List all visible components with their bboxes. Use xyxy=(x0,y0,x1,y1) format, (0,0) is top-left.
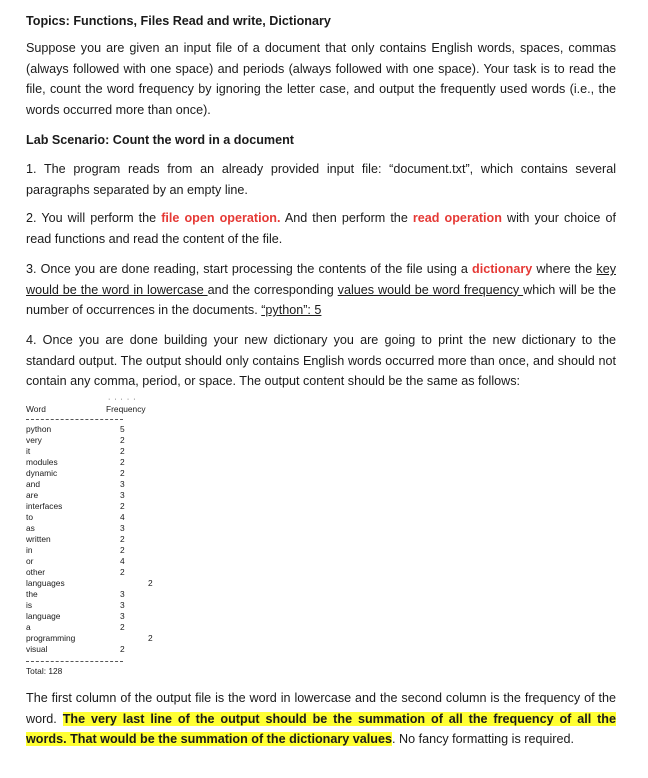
step-3-text-a: 3. Once you are done reading, start processing the contents of the file using a xyxy=(26,262,473,276)
row-word: is xyxy=(26,600,33,610)
row-frequency: 3 xyxy=(120,490,125,500)
row-frequency: 2 xyxy=(120,468,125,478)
row-frequency: 2 xyxy=(120,644,125,654)
table-row xyxy=(26,468,206,479)
row-word: as xyxy=(26,523,35,533)
row-word: interfaces xyxy=(26,501,63,511)
table-row xyxy=(26,600,206,611)
row-word: programming xyxy=(26,633,76,643)
file-open-operation: file open operation. xyxy=(161,211,281,225)
table-row xyxy=(26,633,206,644)
row-word: modules xyxy=(26,457,58,467)
row-frequency: 3 xyxy=(120,589,125,599)
row-word: written xyxy=(26,534,51,544)
table-row xyxy=(26,523,206,534)
step-2-text-c: And then perform the xyxy=(280,211,413,225)
row-word: visual xyxy=(26,644,48,654)
final-text-d: No fancy formatting is required. xyxy=(395,732,574,746)
table-row xyxy=(26,512,206,523)
table-row xyxy=(26,611,206,622)
step-3-text-g: which will be the number of occurrences in the documents. xyxy=(26,282,617,317)
row-frequency-offset: 2 xyxy=(148,578,153,588)
row-frequency: 3 xyxy=(120,600,125,610)
header-dots: · · · · · xyxy=(108,396,137,403)
row-word: python xyxy=(26,424,52,434)
row-word: the xyxy=(26,589,38,599)
row-word: a xyxy=(26,622,31,632)
step-3-text-e: and the corresponding xyxy=(207,282,338,297)
output-table xyxy=(26,398,206,680)
table-row xyxy=(26,424,206,435)
table-row xyxy=(26,457,206,468)
row-frequency: 2 xyxy=(120,457,125,467)
row-frequency-offset: 2 xyxy=(148,633,153,643)
header-frequency: Frequency xyxy=(106,404,146,414)
step-2-paragraph xyxy=(26,208,616,249)
final-paragraph xyxy=(26,688,616,750)
row-word: are xyxy=(26,490,39,500)
step-1-paragraph: 1. The program reads from an already provided input file: “document.txt”, which contains several paragraphs separated by an empty line. xyxy=(26,162,616,197)
bottom-divider xyxy=(26,661,123,662)
step-2-text-e: with your choice of read functions and read the content of the file. xyxy=(26,211,616,246)
python-example: “python”: 5 xyxy=(261,303,322,317)
row-frequency: 2 xyxy=(120,435,125,445)
intro-paragraph: Suppose you are given an input file of a document that only contains English words, spaces, commas (always followed with one space) and periods (always followed with one space). Your task is to read the file, count the word frequency by ignoring the letter case, and output the frequently used words (i.e., the words occurred more than once). xyxy=(26,41,616,117)
row-word: to xyxy=(26,512,33,522)
row-word: it xyxy=(26,446,31,456)
row-frequency: 2 xyxy=(120,534,125,544)
highlighted-instruction: The very last line of the output should be the summation of all the frequency of all the words. That would be the summation of the dictionary values xyxy=(26,711,617,746)
value-description: values would be word frequency xyxy=(337,282,524,297)
table-row xyxy=(26,545,206,556)
row-frequency: 4 xyxy=(120,556,125,566)
total-line: Total: 128 xyxy=(26,666,63,676)
topics-heading: Topics: Functions, Files Read and write, Dictionary xyxy=(26,14,331,28)
table-row xyxy=(26,490,206,501)
row-frequency: 2 xyxy=(120,567,125,577)
step-3-text-c: where the xyxy=(532,262,597,276)
table-row xyxy=(26,479,206,490)
row-word: or xyxy=(26,556,34,566)
read-operation: read operation xyxy=(412,211,502,225)
row-frequency: 3 xyxy=(120,611,125,621)
row-word: dynamic xyxy=(26,468,58,478)
dictionary-keyword: dictionary xyxy=(472,262,533,276)
row-word: very xyxy=(26,435,42,445)
final-text-c: . xyxy=(391,732,396,746)
row-word: language xyxy=(26,611,61,621)
row-frequency: 2 xyxy=(120,501,125,511)
row-frequency: 2 xyxy=(120,446,125,456)
step-4-paragraph: 4. Once you are done building your new dictionary you are going to print the new dictionary to the standard output. The output should only contains English words occurred more than once, and should not contain any comma, period, or space. The output content should be the same as follows: xyxy=(26,333,616,388)
row-frequency: 3 xyxy=(120,479,125,489)
key-description: key would be the word in lowercase xyxy=(26,262,616,297)
table-row xyxy=(26,622,206,633)
step-2-text-a: 2. You will perform the xyxy=(26,211,162,225)
row-frequency: 3 xyxy=(120,523,125,533)
step-3-paragraph xyxy=(26,259,616,321)
lab-scenario-heading: Lab Scenario: Count the word in a document xyxy=(26,133,294,147)
table-row xyxy=(26,644,206,655)
table-row xyxy=(26,567,206,578)
header-word: Word xyxy=(26,404,46,414)
table-row xyxy=(26,435,206,446)
table-row xyxy=(26,534,206,545)
row-word: other xyxy=(26,567,46,577)
row-frequency: 2 xyxy=(120,622,125,632)
table-row xyxy=(26,556,206,567)
row-word: and xyxy=(26,479,40,489)
table-row xyxy=(26,446,206,457)
table-row xyxy=(26,501,206,512)
table-row xyxy=(26,578,206,589)
final-text-a: The first column of the output file is the word in lowercase and the second column is the frequency of the word. xyxy=(26,691,616,726)
top-divider xyxy=(26,419,123,420)
row-frequency: 5 xyxy=(120,424,125,434)
row-word: in xyxy=(26,545,33,555)
table-row xyxy=(26,589,206,600)
row-word: languages xyxy=(26,578,65,588)
row-frequency: 4 xyxy=(120,512,125,522)
row-frequency: 2 xyxy=(120,545,125,555)
